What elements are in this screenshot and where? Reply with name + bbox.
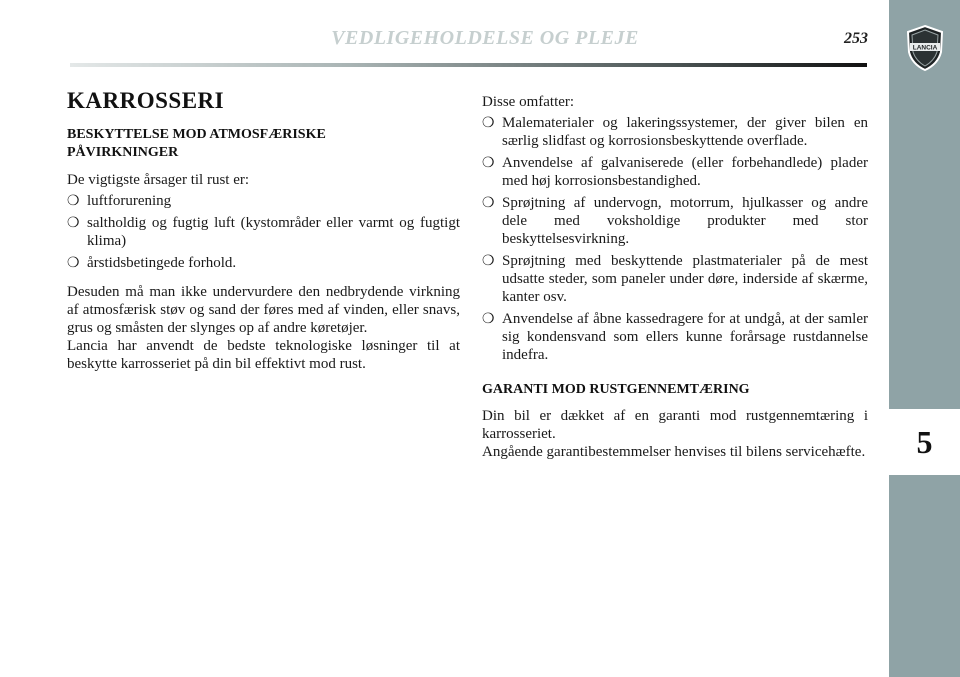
list-item: ❍ luftforurening [67, 193, 172, 209]
list-item: ❍ saltholdig og fugtig luft (kystområder eller varmt og fugtigt klima) [67, 215, 460, 249]
logo-text: LANCIA [912, 44, 938, 52]
left-subheading [67, 126, 460, 162]
list-item: ❍ Sprøjtning med beskyttende plastmaterialer på de mest udsatte steder, som paneler under døre, inderside af skærme, kanter osv. [482, 253, 868, 305]
list-item: ❍ årstidsbetingede forhold. [67, 255, 237, 271]
list-item: ❍ Anvendelse af galvaniserede (eller forbehandlede) plader med høj korrosionsbestandighed. [482, 155, 868, 189]
bullet-circle-icon: ❍ [482, 253, 495, 269]
bullet-circle-icon: ❍ [482, 115, 495, 131]
left-paragraph-1: Desuden må man ikke undervurdere den nedbrydende virkning af atmosfærisk støv og sand der føres med af vinden, eller snavs, grus og småsten der slynges op af andre køretøjer. [67, 284, 460, 336]
bullet-circle-icon: ❍ [482, 195, 495, 211]
bullet-circle-icon: ❍ [67, 255, 80, 271]
bullet-circle-icon: ❍ [67, 193, 80, 209]
lancia-logo-icon [904, 24, 946, 72]
subheading-line-2: PÅVIRKNINGER [67, 145, 179, 160]
list-item: ❍ Anvendelse af åbne kassedragere for at undgå, at der samler sig kondensvand som ellers kunne forårsage rustdannelse indefra. [482, 311, 868, 363]
left-intro: De vigtigste årsager til rust er: [67, 172, 250, 188]
chapter-number: 5 [916, 423, 933, 460]
right-intro: Disse omfatter: [482, 94, 575, 110]
right-paragraph-1: Din bil er dækket af en garanti mod rustgennemtæring i karrosseriet. [482, 408, 868, 442]
left-paragraph-2: Lancia har anvendt de bedste teknologiske løsninger til at beskytte karrosseriet på din bil effektivt mod rust. [67, 338, 460, 372]
right-paragraph-2: Angående garantibestemmelser henvises til bilens servicehæfte. [482, 444, 866, 460]
bullet-circle-icon: ❍ [482, 155, 495, 171]
right-subheading: GARANTI MOD RUSTGENNEMTÆRING [482, 382, 750, 397]
left-body [67, 283, 460, 373]
page-number: 253 [844, 30, 868, 47]
bullet-circle-icon: ❍ [67, 215, 80, 231]
section-title: KARROSSERI [67, 88, 225, 113]
header-rule [70, 63, 867, 67]
chapter-number-tab[interactable] [889, 409, 960, 475]
right-body [482, 407, 868, 461]
right-bullet-list [482, 114, 868, 364]
list-item: ❍ Sprøjtning af undervogn, motorrum, hjulkasser og andre dele med voksholdige produkter med stor beskyttelsesvirkning. [482, 195, 868, 247]
bullet-circle-icon: ❍ [482, 311, 495, 327]
chapter-sidebar [889, 0, 960, 677]
subheading-line-1: BESKYTTELSE MOD ATMOSFÆRISKE [67, 127, 326, 142]
left-bullet-list [67, 192, 460, 272]
running-header-title: VEDLIGEHOLDELSE OG PLEJE [331, 27, 639, 49]
list-item: ❍ Malematerialer og lakeringssystemer, der giver bilen en særlig slidfast og korrosionsbeskyttende overflade. [482, 115, 868, 149]
